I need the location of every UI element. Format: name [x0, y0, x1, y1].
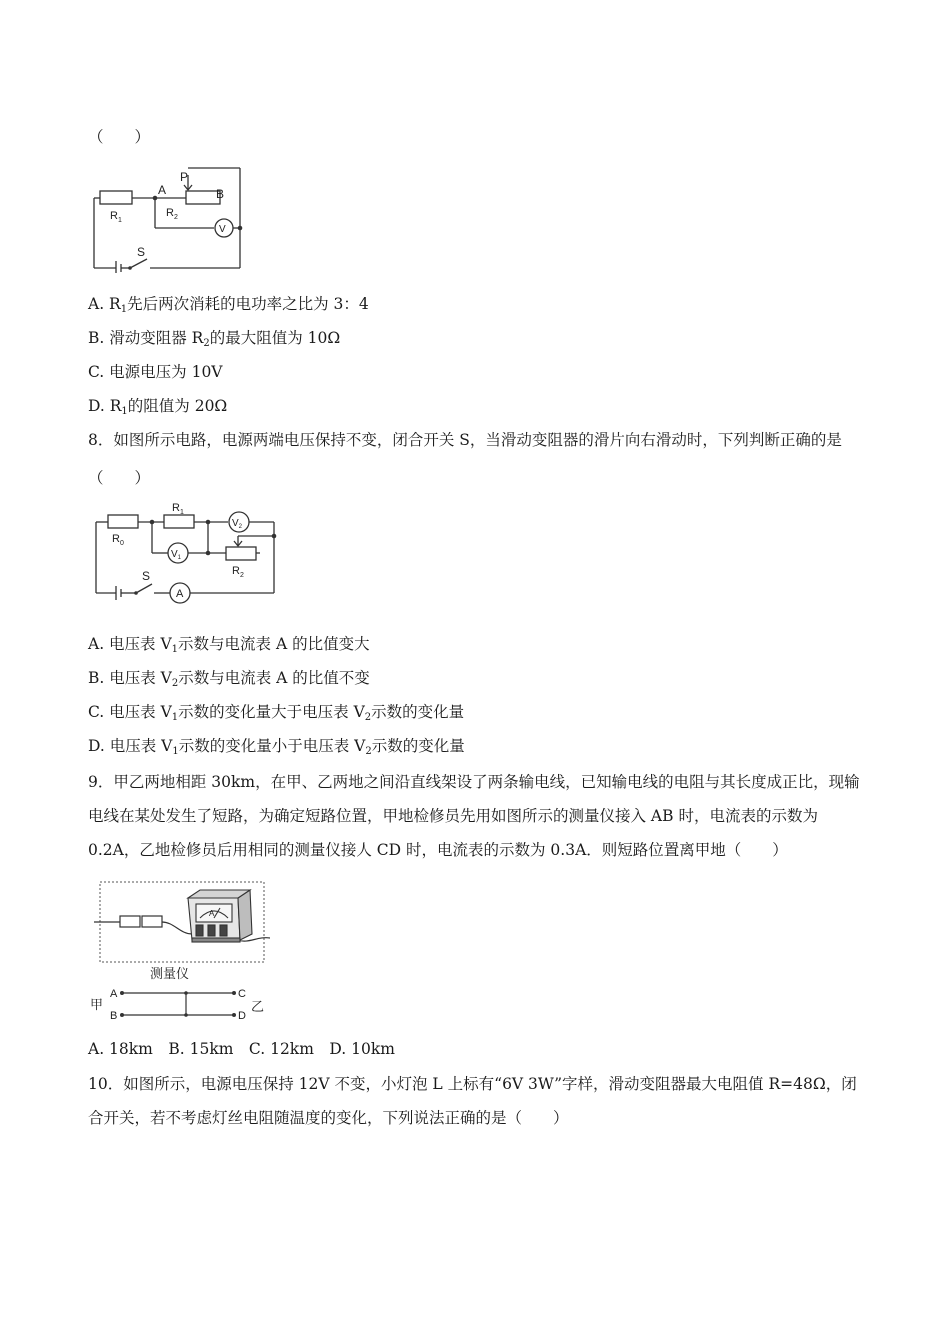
q8-label-r0: $R_0$ [112, 533, 124, 547]
q7-label-r2: $R_2$ [166, 207, 178, 221]
q8-option-a: A. 电压表 $V_1$示数与电流表 A 的比值变大 [88, 635, 370, 655]
q9-label-jia: 甲 [90, 997, 104, 1012]
q7-option-c: C. 电源电压为 10V [88, 363, 223, 381]
q7-label-p: P [180, 170, 189, 184]
q8-label-a: A [176, 588, 184, 600]
q9-label-a: A [110, 988, 118, 1000]
q9-options: A. 18km B. 15km C. 12km D. 10km [88, 1040, 395, 1058]
q7-option-d: D. $R_1$的阻值为 20Ω [88, 397, 228, 417]
q9-label-b: B [110, 1010, 118, 1022]
q8-label-v2: $V_2$ [232, 518, 243, 530]
q7-label-v: V [219, 224, 226, 235]
q7-option-b: B. 滑动变阻器 $R_2$的最大阻值为 10Ω [88, 329, 341, 349]
q9-meter-caption: 测量仪 [150, 966, 190, 981]
q7-answer-bracket: （ ） [88, 128, 151, 146]
q8-answer-bracket: （ ） [88, 469, 151, 487]
q8-option-c: C. 电压表 $V_1$示数的变化量大于电压表 $V_2$示数的变化量 [88, 703, 465, 723]
q7-option-a: A. $R_1$先后两次消耗的电功率之比为 3：4 [88, 295, 369, 315]
q10-stem: 10．如图所示，电源电压保持 12V 不变，小灯泡 L 上标有“6V 3W”字样，滑动变阻器最大电阻值 R=48Ω，闭合开关，若不考虑灯丝电阻随温度的变化，下列说法正确的是（ ） [88, 1075, 857, 1127]
q9-label-c: C [238, 988, 246, 1000]
q9-dial-label: A [209, 909, 215, 918]
q8-label-r1: $R_1$ [172, 502, 184, 516]
q9-stem: 9．甲乙两地相距 30km，在甲、乙两地之间沿直线架设了两条输电线，已知输电线的电阻与其长度成正比，现输电线在某处发生了短路，为确定短路位置，甲地检修员先用如图所示的测量仪接入 AB 时，电流表的示数为 0.2A，乙地检修员后用相同的测量仪接人 CD 时，电流表的示数为 0.3A．则短路位置离甲地（ ） [88, 773, 860, 859]
q7-label-b: B [216, 187, 225, 201]
q7-label-s: S [137, 245, 146, 259]
q9-label-d: D [238, 1010, 246, 1022]
q7-circuit-diagram [88, 158, 250, 273]
q9-measurement-diagram [88, 878, 270, 1028]
q8-resistor-r0 [108, 515, 138, 528]
q8-stem: 8．如图所示电路，电源两端电压保持不变，闭合开关 S，当滑动变阻器的滑片向右滑动时，下列判断正确的是 [88, 431, 842, 449]
q9-measuring-instrument [188, 890, 252, 942]
q8-option-b: B. 电压表 $V_2$示数与电流表 A 的比值不变 [88, 669, 370, 689]
q8-label-v1: $V_1$ [171, 549, 182, 561]
q8-circuit-diagram [88, 498, 284, 608]
q7-resistor-r1 [100, 191, 132, 204]
q8-resistor-r2 [226, 547, 256, 560]
q7-label-a: A [158, 183, 167, 197]
q8-resistor-r1 [164, 515, 194, 528]
q7-label-r1: $R_1$ [110, 210, 122, 224]
q8-label-r2: $R_2$ [232, 565, 244, 579]
q8-option-d: D. 电压表 $V_1$示数的变化量小于电压表 $V_2$示数的变化量 [88, 737, 465, 757]
q9-label-yi: 乙 [251, 999, 265, 1014]
q7-resistor-r2 [186, 191, 220, 204]
q8-label-s: S [142, 569, 151, 583]
